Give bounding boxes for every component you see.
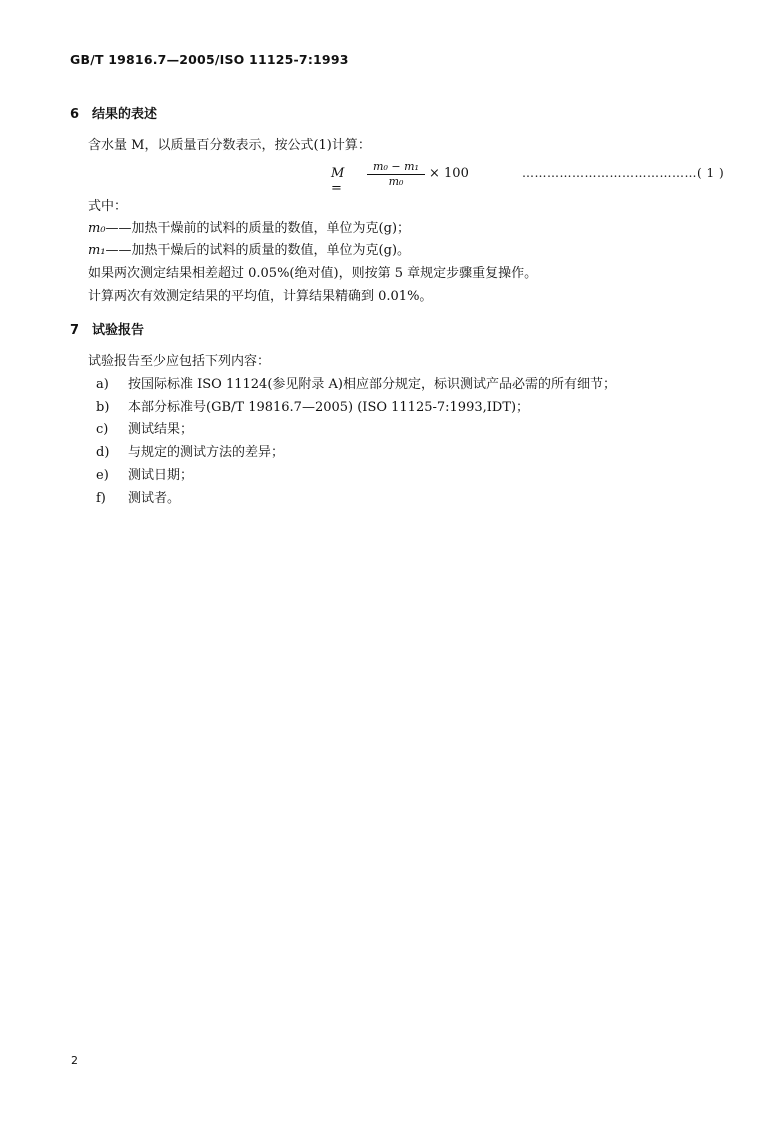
- list-text: 本部分标准号(GB/T 19816.7—2005) (ISO 11125-7:1993,IDT)；: [128, 400, 530, 415]
- section-number: 7: [70, 323, 80, 338]
- definition-m1: [88, 242, 410, 260]
- standard-header: GB/T 19816.7—2005/ISO 11125-7:1993: [70, 52, 349, 67]
- section-6-heading: [70, 103, 157, 122]
- list-text: 测试者。: [128, 491, 181, 506]
- paragraph-repeat-rule: 如果两次测定结果相差超过 0.05%(绝对值)，则按第 5 章规定步骤重复操作。: [88, 266, 538, 281]
- section-7-heading: [70, 319, 144, 338]
- list-text: 测试日期；: [128, 468, 194, 483]
- list-marker: a): [96, 377, 109, 392]
- list-item: [96, 490, 180, 508]
- list-marker: b): [96, 400, 110, 415]
- formula-lhs: M =: [331, 166, 345, 196]
- definition-text: ——加热干燥后的试料的质量的数值，单位为克(g)。: [105, 243, 411, 258]
- where-label: 式中：: [88, 199, 128, 214]
- equation-leader: ……………………………………: [522, 166, 697, 180]
- section-title: 试验报告: [92, 323, 145, 338]
- list-marker: f): [96, 491, 106, 506]
- formula-fraction: [367, 160, 425, 188]
- list-marker: d): [96, 445, 110, 460]
- list-item: [96, 421, 193, 439]
- equation-number-line: [522, 166, 724, 180]
- page-number: 2: [71, 1054, 78, 1067]
- list-item: [96, 376, 616, 394]
- formula-denominator: m₀: [388, 175, 404, 188]
- formula-multiplier: × 100: [429, 166, 469, 181]
- definition-m0: [88, 220, 410, 238]
- list-text: 按国际标准 ISO 11124(参见附录 A)相应部分规定，标识测试产品必需的所有细节；: [128, 377, 616, 392]
- list-item: [96, 399, 529, 417]
- paragraph-average-rule: 计算两次有效测定结果的平均值，计算结果精确到 0.01%。: [88, 289, 433, 304]
- list-marker: e): [96, 468, 109, 483]
- definition-text: ——加热干燥前的试料的质量的数值，单位为克(g)；: [105, 221, 411, 236]
- section-title: 结果的表述: [92, 107, 158, 122]
- list-item: [96, 467, 193, 485]
- list-text: 与规定的测试方法的差异；: [128, 445, 285, 460]
- list-text: 测试结果；: [128, 422, 194, 437]
- definition-symbol: m₁: [88, 243, 106, 258]
- formula-numerator: m₀ − m₁: [367, 160, 425, 175]
- section-6-intro: 含水量 M，以质量百分数表示，按公式(1)计算：: [88, 138, 371, 153]
- equation-number: ( 1 ): [697, 166, 725, 180]
- section-7-intro: 试验报告至少应包括下列内容：: [88, 354, 271, 369]
- list-marker: c): [96, 422, 109, 437]
- list-item: [96, 444, 284, 462]
- section-number: 6: [70, 107, 80, 122]
- definition-symbol: m₀: [88, 221, 106, 236]
